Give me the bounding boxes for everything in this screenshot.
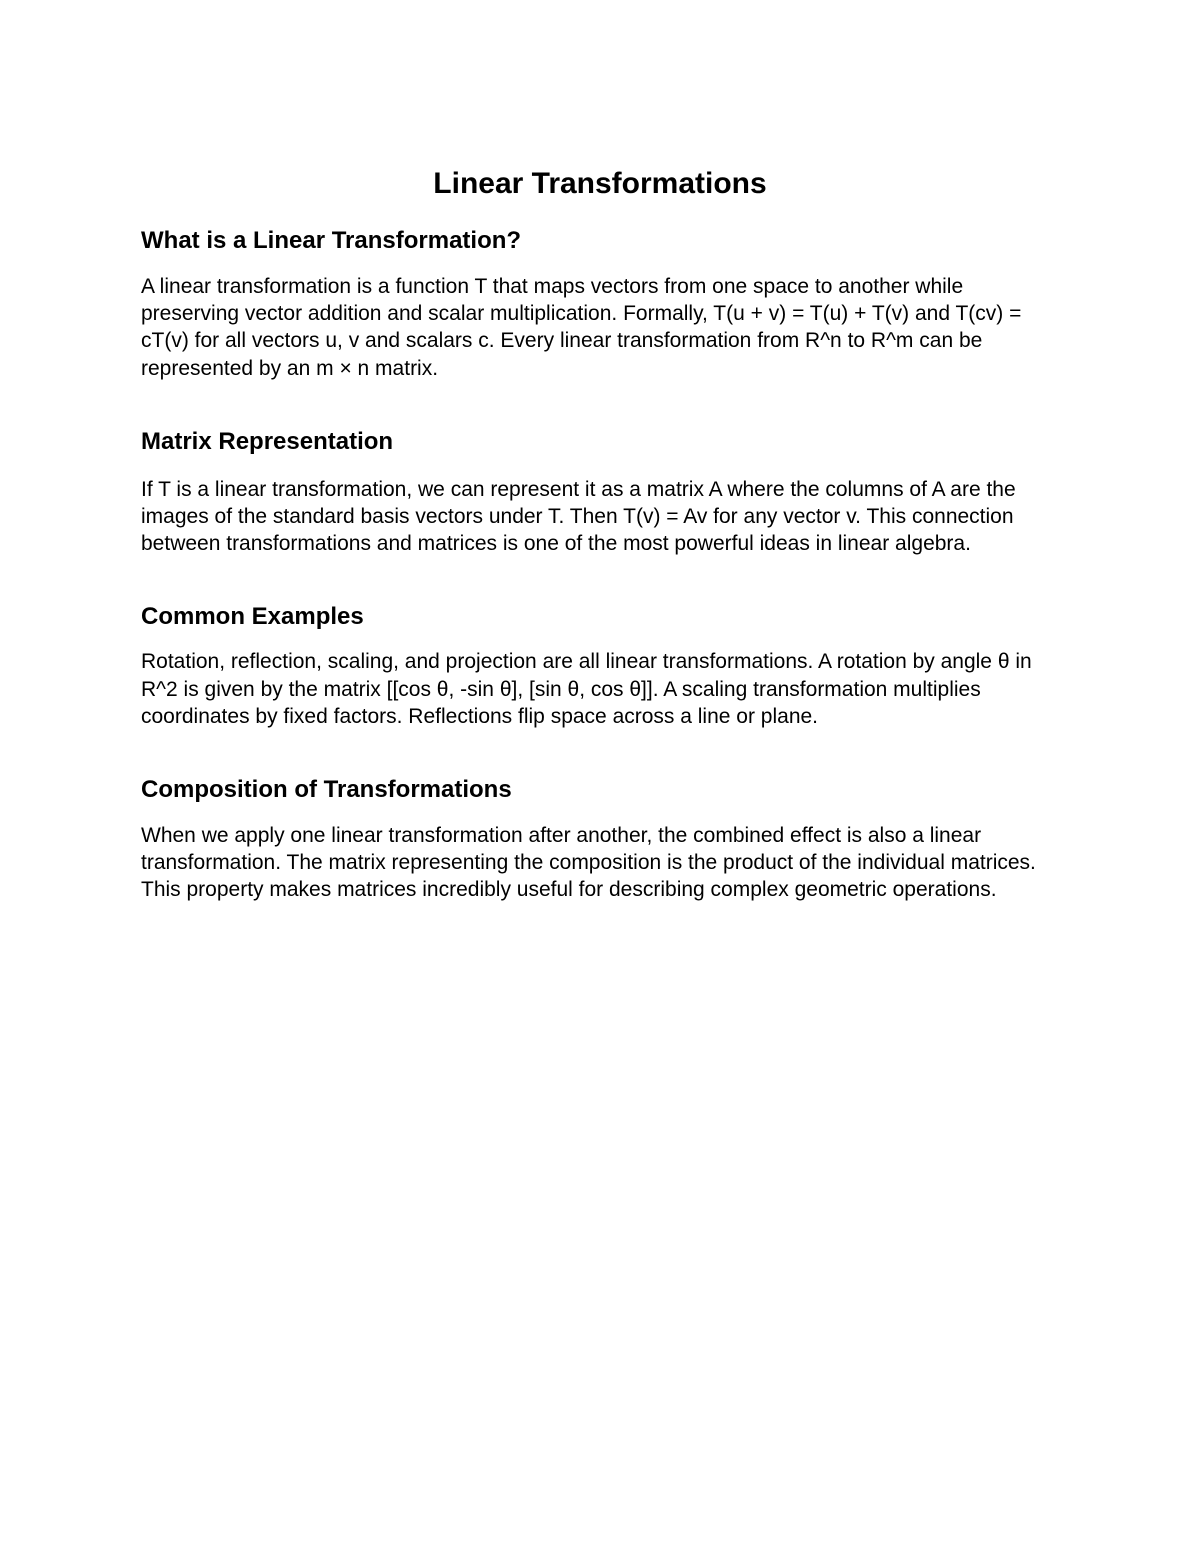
section-paragraph: Rotation, reflection, scaling, and projection are all linear transformations. A rotation by angle θ in R^2 is given by the matrix [[cos θ, -sin θ], [sin θ, cos θ]]. A scaling transformation multiplies coordinates by fixed factors. Reflections flip space across a line or plane. bbox=[141, 650, 1032, 728]
document-content bbox=[141, 166, 1059, 904]
section-heading: Matrix Representation bbox=[141, 427, 394, 455]
section-what-is-linear-transformation bbox=[141, 226, 1059, 382]
section-matrix-representation bbox=[141, 427, 1059, 558]
section-paragraph: If T is a linear transformation, we can represent it as a matrix A where the columns of A are the images of the standard basis vectors under T. Then T(v) = Av for any vector v. This connection between transformations and matrices is one of the most powerful ideas in linear algebra. bbox=[141, 477, 1016, 556]
section-paragraph: A linear transformation is a function T that maps vectors from one space to another while preserving vector addition and scalar multiplication. Formally, T(u + v) = T(u) + T(v) and T(cv) = cT(v) for all vectors u, v and scalars c. Every linear transformation from R^n to R^m can be represented by an m × n matrix. bbox=[141, 275, 1022, 380]
section-paragraph: When we apply one linear transformation after another, the combined effect is also a linear transformation. The matrix representing the composition is the product of the individual matrices. This property makes matrices incredibly useful for describing complex geometric operations. bbox=[141, 824, 1036, 902]
section-heading: What is a Linear Transformation? bbox=[141, 227, 522, 254]
section-heading: Common Examples bbox=[141, 603, 364, 631]
section-composition-of-transformations bbox=[141, 775, 1059, 904]
document-title: Linear Transformations bbox=[433, 167, 767, 200]
section-common-examples bbox=[141, 602, 1059, 730]
section-heading: Composition of Transformations bbox=[141, 776, 512, 804]
